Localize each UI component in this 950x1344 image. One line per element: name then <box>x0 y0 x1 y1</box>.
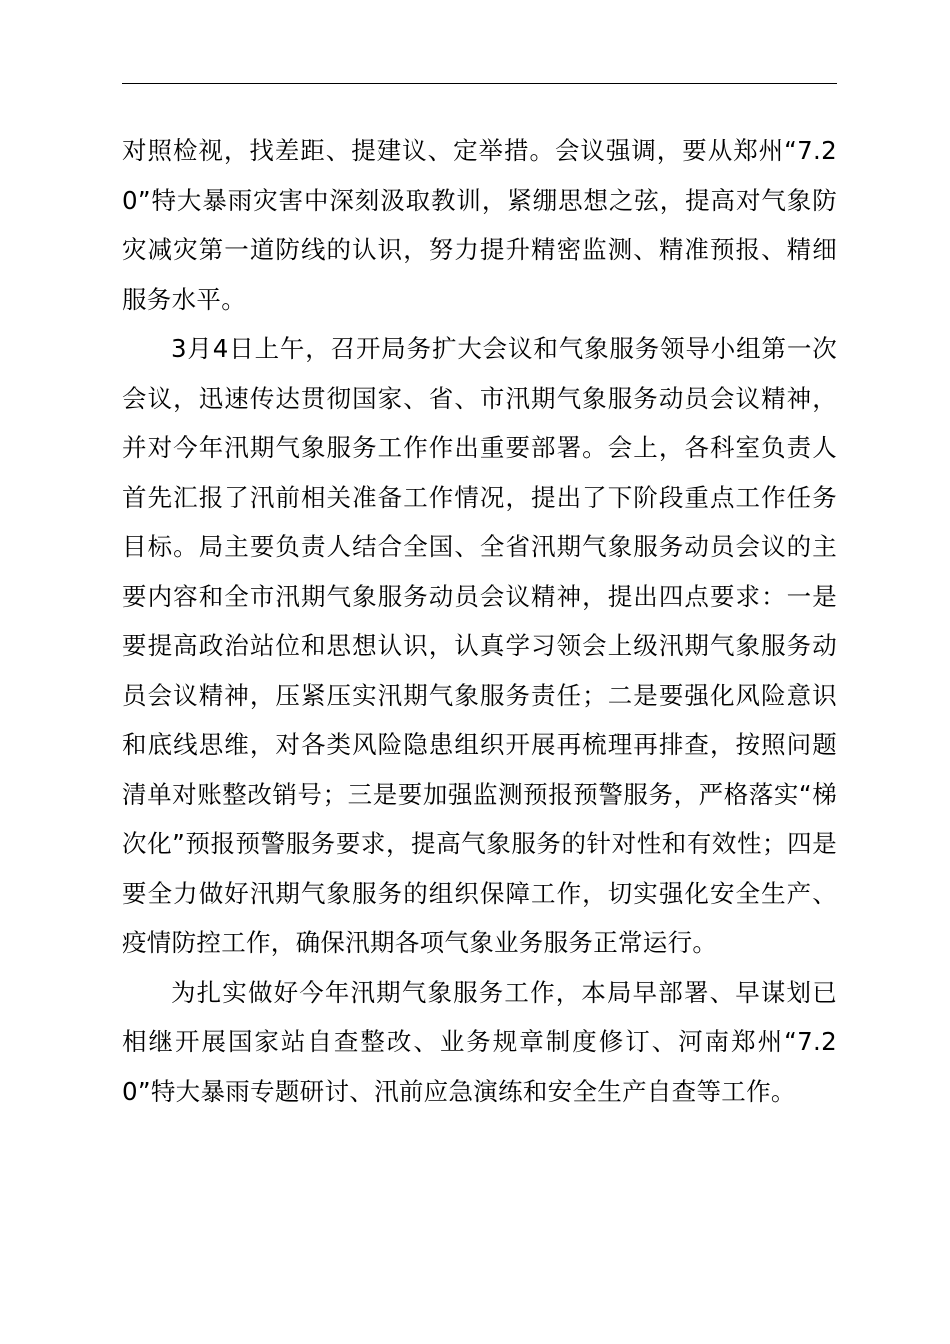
paragraph-2: 3月4日上午，召开局务扩大会议和气象服务领导小组第一次会议，迅速传达贯彻国家、省、市汛期气象服务动员会议精神，并对今年汛期气象服务工作作出重要部署。会上，各科室负责人首先汇报了汛前相关准备工作情况，提出了下阶段重点工作任务目标。局主要负责人结合全国、全省汛期气象服务动员会议的主要内容和全市汛期气象服务动员会议精神，提出四点要求：一是要提高政治站位和思想认识，认真学习领会上级汛期气象服务动员会议精神，压紧压实汛期气象服务责任；二是要强化风险意识和底线思维，对各类风险隐患组织开展再梳理再排查，按照问题清单对账整改销号；三是要加强监测预报预警服务，严格落实“梯次化”预报预警服务要求，提高气象服务的针对性和有效性；四是要全力做好汛期气象服务的组织保障工作，切实强化安全生产、疫情防控工作，确保汛期各项气象业务服务正常运行。 <box>122 334 837 957</box>
header-rule <box>122 83 837 84</box>
paragraph-1: 对照检视，找差距、提建议、定举措。会议强调，要从郑州“7.20”特大暴雨灾害中深刻汲取教训，紧绷思想之弦，提高对气象防灾减灾第一道防线的认识，努力提升精密监测、精准预报、精细服务水平。 <box>122 136 837 314</box>
document-body <box>122 126 837 1116</box>
paragraph-3: 为扎实做好今年汛期气象服务工作，本局早部署、早谋划已相继开展国家站自查整改、业务规章制度修订、河南郑州“7.20”特大暴雨专题研讨、汛前应急演练和安全生产自查等工作。 <box>122 977 837 1106</box>
